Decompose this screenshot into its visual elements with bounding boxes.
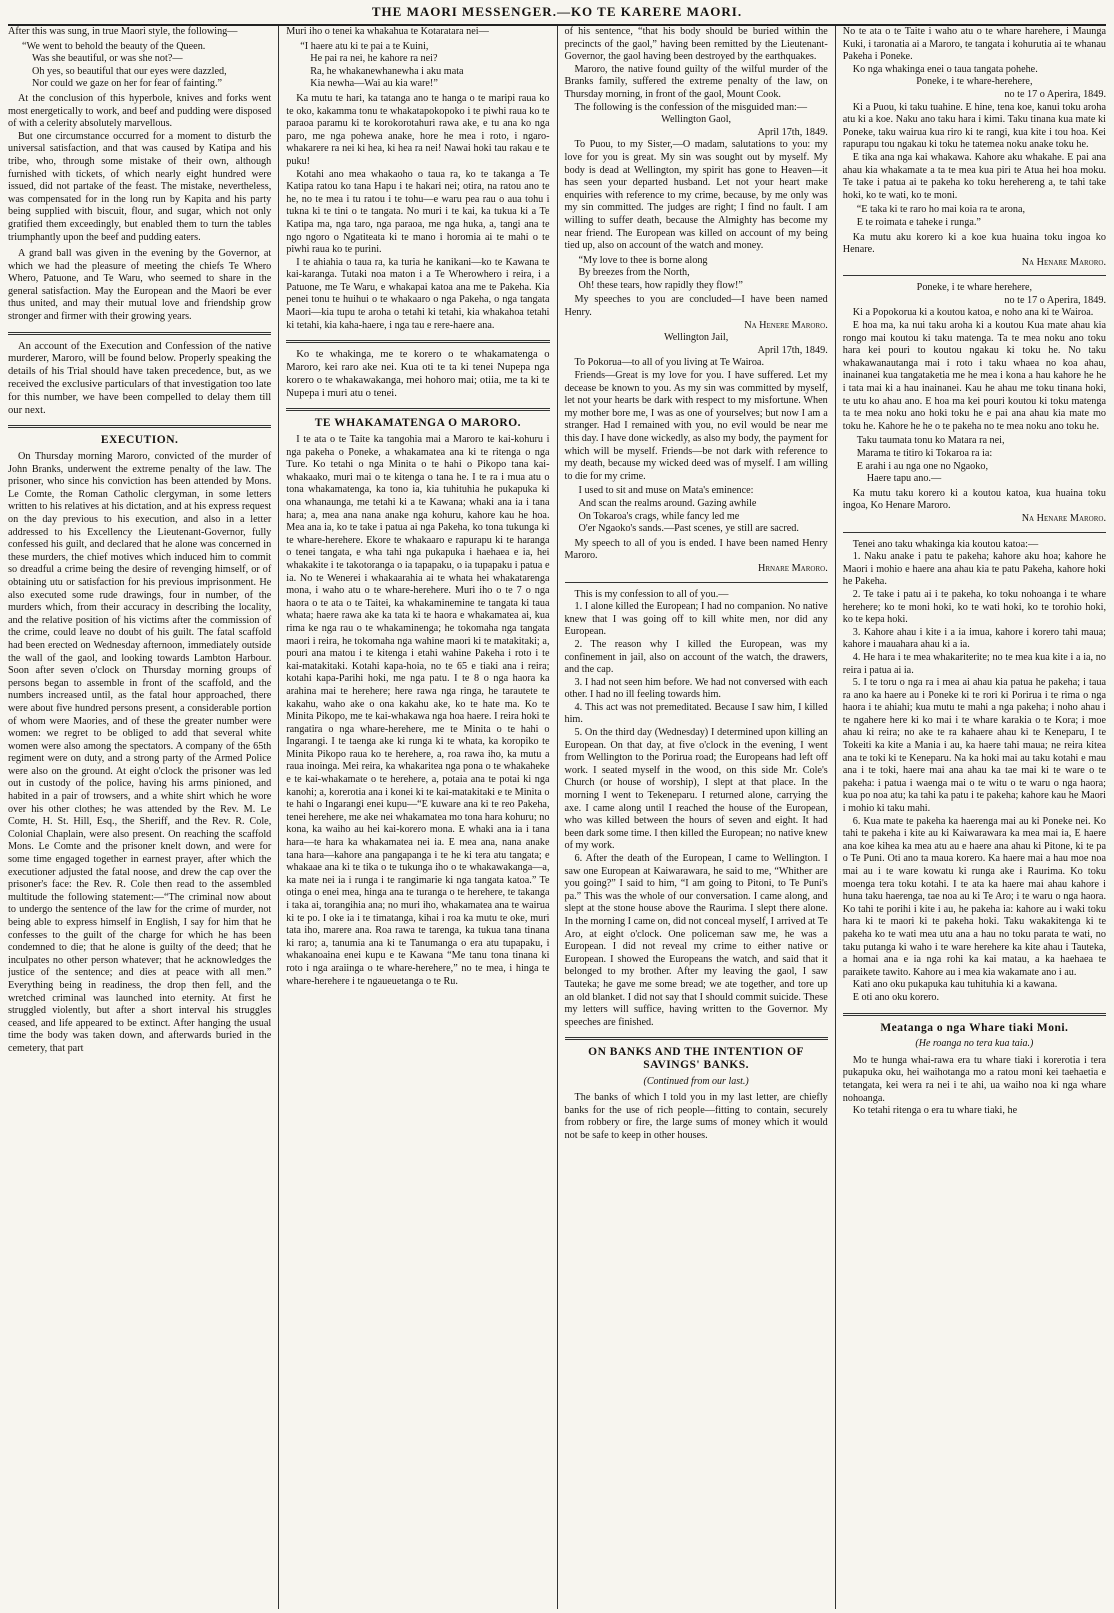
letter-addressee: Ki a Popokorua ki a koutou katoa, e noho ana ki te Wairoa. — [852, 307, 1094, 319]
letter-addressee: To Pokorua—to all of you living at Te Wairoa. — [574, 357, 764, 369]
verse-line: On Tokaroa's crags, while fancy led me — [578, 510, 740, 522]
confession-item: 2. Te take i patu ai i te pakeha, ko toku nohoanga i te whare herehere; ko te moni hoki, ko te wati hoki, ko te torohio hoki, ko te kepa hoki. — [842, 588, 1106, 626]
confession-item: 6. Kua mate te pakeha ka haerenga mai au ki Poneke nei. Ko tahi te pakeha i kite au ki Kaiwarawara ka mea mai ia, E haere ana koe kihea ka mea atu au e haere ana ahau ki Pitone, ki te pa o Te Puni. Oti ano ta maua korero. Ka haere mai a hau moe noa mai au i te ware kowatu ki runga ake i Raurima. Ko toku moenga tera toku kotahi. I te ata ka haere mai ahau kahore i huna taku haerenga, tae noa au ki Te Aro; i te waru o nga haora. Ko tahi te porihi i kite i au, he pakeha ia: kahore au i waki toku hara ki te maori ki te pakeha hoki. Taku wakakitenga ki te pakeha ko te wati mea utu ana a hau no toku parata te wati, no taku putanga ki waho i te ware herehere ka kite ahau i Tauteka, a homai ana e ia nga rohi ka kai matau, a ka haehaea te paraikete tawito. Kahore au i mea kia wakamate ano i au. — [842, 815, 1106, 978]
confession-item: 4. This act was not premeditated. Because I saw him, I killed him. — [564, 701, 828, 726]
divider — [8, 332, 271, 335]
notice-paragraph: Ko te whakinga, me te korero o te whakamatenga o Maroro, kei raro ake nei. Kua oti te ta ki tenei Nupepa nga korero o te whakawakanga, mei hohoro mai; otiia, me ta ki te Nupepa i muri atu o tenei. — [286, 349, 550, 399]
confession-item: 2. The reason why I killed the European, was my confinement in jail, also on account of the watch, the drawers, and the cap. — [564, 638, 828, 676]
verse-line: Marama te titiro ki Tokaroa ra ia: — [856, 448, 993, 459]
confession-item: 5. On the third day (Wednesday) I determined upon killing an European. On that day, at five o'clock in the evening, I went from Wellington to the Porirua road; the Europeans had left off work. I seated myself in the wood, on this side Mr. Cole's Church (or house of worship), I slept at that place. In the morning I went to Tekeneparu. I returned alone, carrying the axe. I came along until I reached the house of the European, who was killed between the hours of seven and eight. It had been dark some time. I then killed the European; no native knew of my work. — [564, 727, 828, 852]
divider — [565, 582, 828, 583]
verse-block — [22, 41, 271, 91]
letter-signature: Na Henare Maroro. — [1021, 256, 1106, 268]
section-subheading: (He roanga no tera kua taia.) — [915, 1038, 1034, 1050]
letter-date: April 17th, 1849. — [757, 126, 828, 138]
column-2 — [278, 26, 556, 1609]
letter-signature: Na Henere Maroro. — [744, 319, 828, 331]
columns — [8, 26, 1106, 1609]
confession-item: 4. He hara i te mea whakariterite; no te mea kua kite i a ia, no reira i patua ai ia. — [842, 651, 1106, 676]
divider — [8, 425, 271, 428]
verse-line: Taku taumata tonu ko Matara ra nei, — [856, 435, 1005, 447]
verse-line: E te roimata e taheke i runga.” — [856, 216, 981, 228]
letter-date: no te 17 o Aperira, 1849. — [1004, 294, 1106, 306]
confession-intro: This is my confession to all of you.— — [574, 588, 729, 600]
confession-item: 1. I alone killed the European; I had no companion. No native knew that I was going off to kill white men, nor did any European. — [564, 601, 828, 638]
verse-line: “We went to behold the beauty of the Queen. — [22, 40, 206, 52]
body-paragraph: Ko tetahi ritenga o era tu whare tiaki, he — [852, 1105, 1018, 1117]
verse-line: “My love to thee is borne along — [578, 254, 708, 266]
body-paragraph: The following is the confession of the misguided man:— — [574, 101, 808, 113]
letter-place: Wellington Gaol, — [661, 114, 732, 126]
verse-line: I used to sit and muse on Mata's eminence: — [578, 485, 754, 497]
column-1 — [8, 26, 278, 1609]
confession-item: 5. I te toru o nga ra i mea ai ahau kia patua he pakeha; i taua ra ano ka haere au i Poneke ki te rori ki Porirua i te rima o nga haora i te ahiahi; kua mutu te mahi a nga pakeha; i noho ahau i te ngahere here ki ko mai i te whare karakia o te Kora; i moe ahau ki reira; no ake te ra kahaere ahau ki te Keneparu, I te Tokeiti ka kite a Mania i au, ka haere tahi maua; ne reira kitea ana te toki ki te Keneparu. Na ka hoki mai au taku kotahi e mau ana i te toki, haere mai ana ahau ka tae mai ki te ware o te pakeha: i patua i waenga mai o te witu o te waru o nga haora; kua po noa atu; ka tahi ka patu i te pakeha; kahore kau he Maori i mohio ki taku mahi. — [842, 677, 1106, 815]
body-paragraph: At the conclusion of this hyperbole, knives and forks went most energetically to work, and beef and pudding were disposed of with a celerity absolutely marvellous. — [8, 92, 272, 130]
letter-signature: Hrnare Maroro. — [758, 562, 828, 574]
divider — [286, 340, 549, 343]
body-paragraph: Mo te hunga whai-rawa era tu whare tiaki i korerotia i tera pukapuka oku, hei waihotanga mo a ratou moni kei taehaetia e tetangata, kei wera ra nei i te ahi, ua waiho noa ki nga whare nohoanga. — [842, 1054, 1106, 1104]
verse-line: And scan the realms around. Gazing awhile — [578, 497, 757, 509]
verse-block — [857, 435, 1106, 485]
verse-line: Kia newha—Wai au kia ware!” — [310, 78, 438, 90]
body-paragraph: But one circumstance occurred for a moment to disturb the universal satisfaction, and that was caused by Katipa and his tribe, who, through some mistake of their own, although furnished with tickets, of which nearly eight hundred were issued, did not partake of the feast. The mistake, nevertheless, was compensated for in the long run by Kapita and his party being supplied with biscuit, flour, and sugar, which not only gratified them exceedingly, but enabled them to turn the tables triumphantly upon the beef and pudding eaters. — [8, 130, 272, 243]
column-4 — [835, 26, 1106, 1609]
masthead: THE MAORI MESSENGER.—KO TE KARERE MAORI. — [8, 0, 1106, 26]
divider — [843, 532, 1106, 533]
verse-block — [579, 255, 828, 293]
verse-line: Oh yes, so beautiful that our eyes were dazzled, — [32, 65, 227, 77]
body-paragraph: I te ahiahia o taua ra, ka turia he kanikani—ko te Kawana te kai-karanga. Tutaki noa maton i a Te Wherowhero i reira, i a Patuone, me Te Waru, e whakapai katoa ana me te Pakeha. Kia penei tonu te huihui o te whakaaro o nga Pakeha, o nga tangata Maori—kia tupu te aroha o tetahi ki tetahi, kia whakahoa tetahi ki tetahi, kia kaha-haere, i nga tau e rere-haere ana. — [286, 256, 550, 331]
letter-signature: Na Henare Maroro. — [1021, 512, 1106, 524]
body-paragraph: No te ata o te Taite i waho atu o te whare harehere, i Maunga Kuki, i taronatia ai a Maroro, te tangata i kohurutia ai te whanau Pakeha i Poneke. — [842, 26, 1106, 63]
confession-item: Kati ano oku pukapuka kau tuhituhia ki a kawana. — [852, 979, 1058, 991]
verse-block — [300, 41, 549, 91]
verse-line: Was she beautiful, or was she not?— — [32, 53, 183, 65]
body-paragraph: A grand ball was given in the evening by the Governor, at which we had the pleasure of meeting the chiefs Te Whero Whero, Patuone, and Te Waru, who seemed to share in the general satisfaction. May the European and the Maori be ever thus united, and may their mutual love and friendship grow stronger and firmer with their growing years. — [8, 248, 272, 323]
body-paragraph: Maroro, the native found guilty of the wilful murder of the Branks family, suffered the extreme penalty of the law, on Thursday morning, in front of the gaol, Mount Cook. — [564, 63, 828, 100]
verse-line: Nor could we gaze on her for fear of fainting.” — [32, 78, 223, 90]
letter-place: Poneke, i te whare-herehere, — [916, 76, 1033, 88]
letter-place: Poneke, i te whare herehere, — [916, 282, 1033, 294]
divider — [843, 275, 1106, 276]
body-paragraph: The banks of which I told you in my last letter, are chiefly banks for the use of rich people—fitting to contain, securely from robbery or fire, the large sums of money which it would not be safe to keep in other houses. — [564, 1092, 828, 1141]
body-paragraph: Kotahi ano mea whakaoho o taua ra, ko te takanga a Te Katipa ratou ko tana Hapu i te hakari nei; otira, na ratou ano te he, no te mea i tu ratou i te tohu—e waru pea rau o aua tohu i tukna ki te tini o te tangata. No muri i te kai, ka tukua ki a Te Katipa ma, nga taro, nga paraoa, me nga huka, a, tangi ana te ngo ngoro o Ngatiteata ki te mano i horomia ai te mahi o te piwhi raua ko te purini. — [286, 168, 550, 256]
verse-line: Oh! these tears, how rapidly they flow!” — [578, 279, 743, 291]
body-paragraph: Ka mutu te hari, ka tatanga ano te hanga o te maripi raua ko te oko, kakamma tonu te whakatapokopoko i te piwhi raua ko te paraoa paramu ki te korokorotahuri rawa ake, e tu ana ko nga paro, me nga pohewa anake, hore he mea i roto, i ngaro-whakarere ra nei ki hea, ki hea ra nei! Nawai hoki tau rakau e te puku! — [286, 92, 550, 167]
column-3 — [557, 26, 835, 1609]
confession-intro: Tenei ano taku whakinga kia koutou katoa:— — [852, 538, 1039, 550]
letter-body: Ki a Puou, ki taku tuahine. E hine, tena koe, kanui toku aroha atu ki a koe. Naku ano taku hara i kimi. Taku tinana kua mate ki Poneke, taku wairua kua riro ki te rangi, kua kite i tou hoa. Kei rapurapu tou ngakau ki toku he tatemea noku anake toku he. — [842, 101, 1106, 151]
section-heading: EXECUTION. — [100, 434, 179, 447]
verse-line: “E taka ki te raro ho mai koia ra te arona, — [856, 204, 1026, 216]
confession-item: 3. Kahore ahau i kite i a ia imua, kahore i korero tahi maua; kahore i mauahara ahau ki a ia. — [842, 626, 1106, 651]
body-paragraph: I te ata o te Taite ka tangohia mai a Maroro te kai-kohuru i nga pakeha o Poneke, a whakamatea ana ki te ritenga o nga Ture. Ko tetahi o nga Minita o te hahi o Pikopo tana kai-whakaako, muri mai o te kitenga o tana he. I te ra i mua atu o tona whakamatenga, ka tono ia, kia tuhituhia he pukapuka ki ona whanaunga, me tetahi ki a te Kawana; whaki ana ia i tana hara; a, mea ana nana anake nga kohuru, kahore kau he hoa. Mea ana ia, ko te take i patua ai nga Pakeha, ko tona tukunga ki te whare-herehere. Ekore te whakaaro e rapurapu ki te haranga o tenei tangata, e wha tahi nga pukapuka i haehaea e ia, hei whakakite i te takotoranga o ia tapapaku, o ia tupapaku i patua e ia. No te Wenerei i whakaarahia ai te whata hei whakatarenga mona, i waho atu o te whare-herehere. Muri iho o te 7 o nga haora o te ata o te Taitei, ka whakaminemine te tangata ki taua whata; haere rawa ake ka tata ki te haora e whakamatea ai, kua rima ke nga rau o te whakaminenga; he tokomaha nga tangata maori i reira, he tokomaha nga wahine maori ki te matakitaki; a, pouri ana matou i te kitenga i etahi wahine Pakeha i roto i te kai-matakitaki. Kotahi kapa-hoia, no te 65 e tiaki ana i reira; kotahi kapa-Parihi hoki, me nga patu. I te 8 o nga haora ka arahina mai te herehere; here rawa nga ringa, he tarautete te kakahu, waho ake o ona kakahu ake, ko te hate ma. Ko te Minita Pikopo, me te kai-whakawa nga hoa haere. I reira hoki te rangatira o nga whare-herehere, me te Minita o te hahi o Ingarangi. I te taenga ake ki runga ki te whata, ka koropiko te Minita Pikopo raua ko te herehere, a, roa rawa iho, ka mutu a raua inoinga. Mei reira, ka whakaritea nga pona o te whakaheke e te kai-whakamate o te herehere, a, potaia ana te potai ki nga kanohi; a, korerotia ana i konei ki te kai-matakitaki e te Minita o te hahi o Ingarangi enei kupu—“E kuware ana ki te reo Pakeha, tenei herehere, me ake nei whakamatea mo tona hara kohuru; no kona, ka waiho au hei kai-korero mona. E whaki ana ia i tana hara—te hara ka whakamatea nei ia. E mea ana, nana anake tana hara—kahore ana pangapanga i te he ki tera atu tangata; e whakaae ana ki te tika o te tukunga iho o te whakawakanga—a, ka mate nei ia i runga i te rangimarie ki nga tangata katoa.” Te otinga o enei mea, hinga ana te turanga o te herehere, te takanga i taka ai, torangihia ana; no muri iho, whakamatea ana te wairua ki te po. I oke ia i te timatanga, kihai i roa ka mutu te oke, muri tata iho, marere ana. Roa rawa te tarenga, ka tukua tana tinana ki raro; a, tanumia ana ki te Tanumanga o era atu tupapaku, i whakanoaina enei kupu e te Kawana “Me tanu tona tinana ki roto i nga araiinga o te whare-herehere,” no te mea, i hinga te whare-herehere i te ngaueuetanga o te Ru. — [286, 434, 550, 987]
section-heading: Meatanga o nga Whare tiaki Moni. — [880, 1021, 1069, 1034]
divider — [843, 1013, 1106, 1016]
letter-place: Wellington Jail, — [663, 332, 729, 344]
letter-body: E tika ana nga kai whakawa. Kahore aku whakahe. E pai ana ahau kia whakamate a ta te mea kua piri te Atua hei hoa moku. Te take i patua ai te pakeha ko toku herehereng a, te tahi take hoki, ko te wati, ko te moni. — [842, 151, 1106, 201]
divider — [286, 408, 549, 411]
verse-line: “I haere atu ki te pai a te Kuini, — [300, 40, 429, 52]
verse-line: O'er Ngaoko's sands.—Past scenes, ye still are sacred. — [578, 523, 799, 535]
letter-body: To Puou, to my Sister,—O madam, salutations to you: my love for you is great. My sin was sought out by myself. My body is dead at Wellington, my spirit has gone to Heaven—it has seen your departed husband. Let not your heart make enquiries with reference to my crime, because, by me only was my sin committed. The judges are right; I find no fault. I am willing to suffer death, because the Almighty has become my near friend. The European was killed on account of my being tied up, also on account of the watch and money. — [564, 139, 828, 252]
intro-paragraph: After this was sung, in true Maori style, the following— — [8, 26, 238, 37]
verse-line: Ra, he whakanewhanewha i aku mata — [310, 65, 464, 77]
divider — [565, 1037, 828, 1040]
section-heading: TE WHAKAMATENGA O MARORO. — [314, 417, 522, 430]
verse-line: E arahi i au nga one no Ngaoko, — [856, 460, 989, 472]
letter-end: Ka mutu aku korero ki a koe kua huaina toku ingoa ko Henare. — [842, 231, 1106, 256]
confession-item: 6. After the death of the European, I came to Wellington. I saw one European at Kaiwarawara, he said to me, “Whither are you going?” I said to him, “I am going to Pitoni, to Te Puni's pa.” This was the whole of our conversation. I came along, and slept at the stone house above the Raurima. I slept there alone. In the morning I came on, did not conceal myself, I arrived at Te Aro, at eight o'clock. One policeman saw me, he was a European. I did not reveal my crime to either native or European. I showed the Europeans the watch, and said that it belonged to my brother. After my leaving the gaol, I saw Tauteka; he gave me some bread; we ate together, and tore up an old blanket. I did not say that I should commit suicide. These my letters will suffice, having written to the Governor. My speeches are finished. — [564, 853, 828, 1028]
letter-end: My speeches to you are concluded—I have been named Henry. — [564, 294, 828, 319]
body-paragraph: of his sentence, “that his body should be buried within the precincts of the gaol,” having been remitted by the Lieutenant-Governor, the gaol having been destroyed by the earthquakes. — [564, 26, 828, 63]
body-paragraph: On Thursday morning Maroro, convicted of the murder of John Branks, underwent the extreme penalty of the law. The prisoner, who since his conviction has been attended by Mons. Le Comte, the Roman Catholic clergyman, in some letters written to his relatives at his dictation, and at his express request on the day previous to his execution, and also in a letter addressed to his Excellency the Lieutenant-Governor, fully confessed his guilt, and declared that he alone was concerned in these murders, the chief motives which induced him to commit so dreadful a crime being the desire of revenging himself, or of obtaining utu or satisfaction for his previous imprisonment. He also executed some rude drawings, four in number, of the murders which, from their accuracy in describing the locality, and the relative position of his victims after the commission of the crime, could leave no doubt of his guilt. The fatal scaffold had been erected on Wednesday afternoon, immediately outside the wall of the gaol, and looking towards Lambton Harbour. Soon after seven o'clock on Thursday morning groups of persons began to assemble in front of the scaffold, and the numbers increased until, as the fatal hour approached, there were about five hundred persons present, a considerable portion of whom were Maories, and of these the greater number were women: we regret to be obliged to add that several white women were also among the spectators. A company of the 65th regiment were on duty, and a strong party of the Armed Police were also on the ground. At eight o'clock the prisoner was led out in custody of the police, having his arms pinioned, and habited in a pair of trowsers, and a white shirt which he wore over his other clothes; he was attended by the Rev. M. Le Comte, H. St. Hill, Esq., the Sheriff, and the Rev. R. Cole, Colonial Chaplain, were also present. On reaching the scaffold Mons. Le Comte and the prisoner knelt down, and were for some time engaged together in earnest prayer, after which the executioner adjusted the fatal noose, and drew the cap over the prisoner's face: the Rev. R. Cole then read to the assembled multitude the following statement:—“The criminal now about to undergo the sentence of the law for the crime of murder, not being able to express himself in English, I say for him that he confesses to the guilt of the charge for which he has been condemned to die; that he alone is guilty of the deed; that he inculpates no other person whatever; that he acknowledges the justice of the sentence; and dies at peace with all men.” Everything being in readiness, the drop then fell, and the wretched criminal was launched into eternity. At first he struggled violently, but after a short interval his struggles ceased, and life appeared to be extinct. After hanging the usual time the body was taken down, and afterwards buried in the cemetery, that part — [8, 451, 272, 1054]
letter-body: Friends—Great is my love for you. I have suffered. Let my decease be known to you. As my sin was committed by myself, let not your hearts be dark with respect to my misfortune. When my mother bore me, I was as one of yourselves; but now I am a stranger. Had I remained with you, no evil would be near me this day. I have done wickedly, as also my body, the payment for which will be myself. Friends—be not dark with reference to my death, because my wicked deed was of myself. I am willing to die for my crime. — [564, 370, 828, 482]
verse-block — [579, 485, 828, 535]
section-heading: ON BANKS AND THE INTENTION OF SAVINGS' BANKS. — [588, 1046, 805, 1071]
letter-date: April 17th, 1849. — [757, 344, 828, 356]
confession-item: E oti ano oku korero. — [852, 991, 940, 1003]
intro-paragraph: Muri iho o tenei ka whakahua te Kotaratara nei— — [286, 26, 489, 37]
verse-line: Haere tapu ano.— — [866, 473, 942, 485]
section-subheading: (Continued from our last.) — [643, 1075, 749, 1087]
body-paragraph: Ko nga whakinga enei o taua tangata pohehe. — [852, 63, 1038, 75]
confession-item: 1. Naku anake i patu te pakeha; kahore aku hoa; kahore he Maori i mohio e haere ana ahau kia te patu Pakeha, kahore hoki he Pakeha. — [842, 551, 1106, 588]
verse-block — [857, 204, 1106, 229]
letter-date: no te 17 o Aperira, 1849. — [1004, 88, 1106, 100]
notice-paragraph: An account of the Execution and Confession of the native murderer, Maroro, will be found below. Properly speaking the details of his Trial should have taken precedence, but, as we received the exclusive particulars of that investigation too late for this number, we have been compelled to delay them till our next. — [8, 340, 272, 416]
verse-line: He pai ra nei, he kahore ra nei? — [310, 53, 438, 65]
confession-item: 3. I had not seen him before. We had not conversed with each other. I had no ill feeling towards him. — [564, 676, 828, 701]
letter-body: E hoa ma, ka nui taku aroha ki a koutou Kua mate ahau kia rongo mai koutou ki taku matenga. Ta te mea noku ano toku hara kei pouri to koutou ngakau ki toku he. No taku whakawanautanga mai i roto i taku whaea no koa ahau, inainanei kua tangataketia me he mea i kona a hau kahore he he i tata mai ki a hau inainanei. Kau he ahau me toku tinana hoki, te utu ko ahau ano. E hoa ma kei pouri koutou ki toku matenga ta te mea noku ano hoki toku he e pai ana ahau kia mate mo toku he. Kahore he he o te pakeha no te mea noku ano toku he. — [842, 320, 1106, 432]
letter-end: My speech to all of you is ended. I have been named Henry Maroro. — [564, 537, 828, 562]
verse-line: By breezes from the North, — [578, 267, 690, 279]
letter-end: Ka mutu taku korero ki a koutou katoa, kua huaina toku ingoa, Ko Henare Maroro. — [842, 487, 1106, 512]
